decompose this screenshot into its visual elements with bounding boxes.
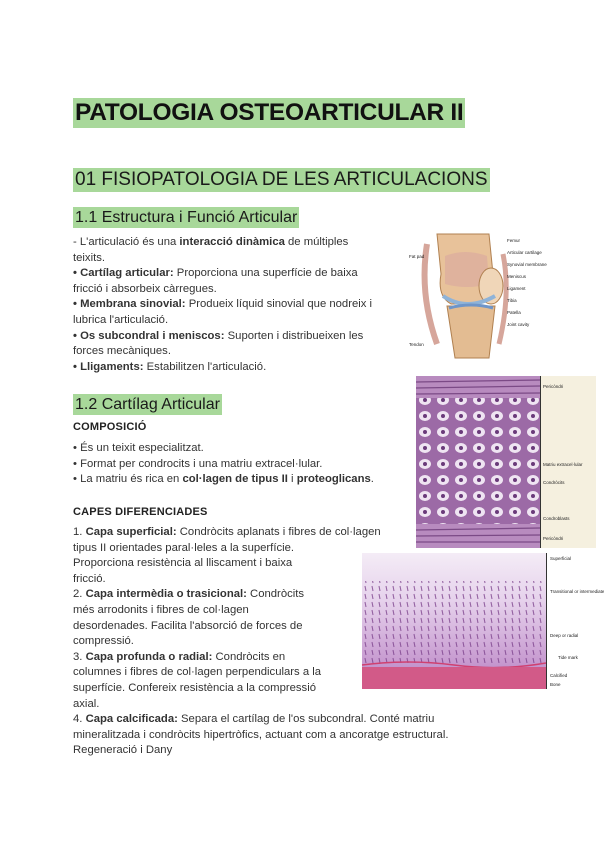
text-line: - L'articulació és una interacció dinàmica de múltiples (73, 236, 349, 248)
knee-label: Patella (507, 310, 521, 315)
bullet-subchondral: • Os subcondral i meniscos: Suporten i distribueixen les (73, 329, 364, 342)
text-line: compressió. (73, 635, 134, 648)
text-line: fricció. (73, 572, 106, 585)
text-line: teixits. (73, 251, 106, 264)
zone-label: Superficial (550, 556, 572, 561)
zone-label: Deep or radial (550, 633, 579, 638)
histology-label: Pericòndri (543, 536, 564, 541)
composition-item: • Format per condrocits i una matriu extracel·lular. (73, 457, 323, 470)
text-line: columnes i fibres de col·lagen perpendiculars a la (73, 666, 322, 679)
text-line: mineralitzada i condròcits hipertròfics, actuant com a ancoratge estructural. (73, 728, 449, 741)
bullet-ligaments: • Lligaments: Estabilitzen l'articulació. (73, 360, 267, 373)
layers-title: CAPES DIFERENCIADES (73, 506, 208, 518)
knee-label: Tendon (409, 342, 424, 347)
page-title: PATOLOGIA OSTEOARTICULAR II (75, 99, 464, 126)
zone-label: Bone (550, 682, 561, 687)
text-line: Proporciona resistència al lliscament i baixa (73, 557, 293, 570)
text-line: axial. (73, 697, 100, 710)
cartilage-zones-image (362, 553, 604, 689)
layer-item: 3. Capa profunda o radial: Condròcits en (73, 650, 286, 663)
knee-label: Fat pad (409, 254, 425, 259)
text-line: fricció i absorbeix càrregues. (73, 282, 217, 295)
cartilage-histology-image (416, 376, 596, 548)
histology-label: Pericòndri (543, 384, 564, 389)
subsection-heading-1-2: 1.2 Cartílag Articular (75, 396, 220, 413)
text-line: Regeneració i Dany (73, 744, 173, 757)
layer-item: 1. Capa superficial: Condròcits aplanats i fibres de col·lagen (73, 526, 381, 538)
layer-item: 4. Capa calcificada: Separa el cartílag de l'os subcondral. Conté matriu (73, 713, 435, 726)
text-line: tipus II orientades paral·leles a la superfície. (73, 541, 295, 554)
knee-label: Joint cavity (507, 322, 530, 327)
layer-item: 2. Capa intermèdia o trasicional: Condròcits (73, 588, 305, 601)
composition-list (73, 441, 374, 488)
bullet-cartilage: • Cartílag articular: Proporciona una superfície de baixa (73, 267, 358, 280)
text-line: forces mecàniques. (73, 345, 171, 358)
knee-label: Meniscus (507, 274, 527, 279)
composition-item: • És un teixit especialitzat. (73, 442, 204, 454)
histology-label: Condroblasts (543, 516, 570, 521)
knee-label: Ligament (507, 286, 526, 291)
text-line: lubrica l'articulació. (73, 313, 169, 326)
knee-label: Articular cartilage (507, 250, 542, 255)
section-heading: 01 FISIOPATOLOGIA DE LES ARTICULACIONS (75, 169, 488, 190)
text-line: superfície. Confereix resistència a la compressió (73, 681, 316, 694)
zones-micrograph (362, 553, 546, 689)
text-line: més arrodonits i fibres de col·lagen (73, 603, 249, 616)
zone-label: Transitional or intermediate (550, 589, 604, 594)
histology-micrograph (416, 376, 540, 548)
text-line: desordenades. Facilita l'absorció de forces de (73, 619, 303, 632)
composition-title: COMPOSICIÓ (73, 421, 147, 433)
bullet-synovial: • Membrana sinovial: Produeix líquid sinovial que nodreix i (73, 298, 373, 311)
histology-label: Condròcits (543, 480, 565, 485)
histology-label: Matriu extracel·lular (543, 462, 583, 467)
knee-label: Femur (507, 238, 521, 243)
knee-label: Tibia (507, 298, 517, 303)
zone-label: Calcified (550, 673, 568, 678)
structure-text (73, 235, 372, 375)
subsection-heading-1-1: 1.1 Estructura i Funció Articular (75, 209, 298, 226)
knee-anatomy-image (407, 234, 597, 358)
knee-illustration (407, 234, 597, 358)
knee-label: Synovial membrane (507, 262, 547, 267)
zone-label: Tide mark (558, 655, 578, 660)
composition-item: • La matriu és rica en col·lagen de tipus II i proteoglicans. (73, 473, 374, 486)
